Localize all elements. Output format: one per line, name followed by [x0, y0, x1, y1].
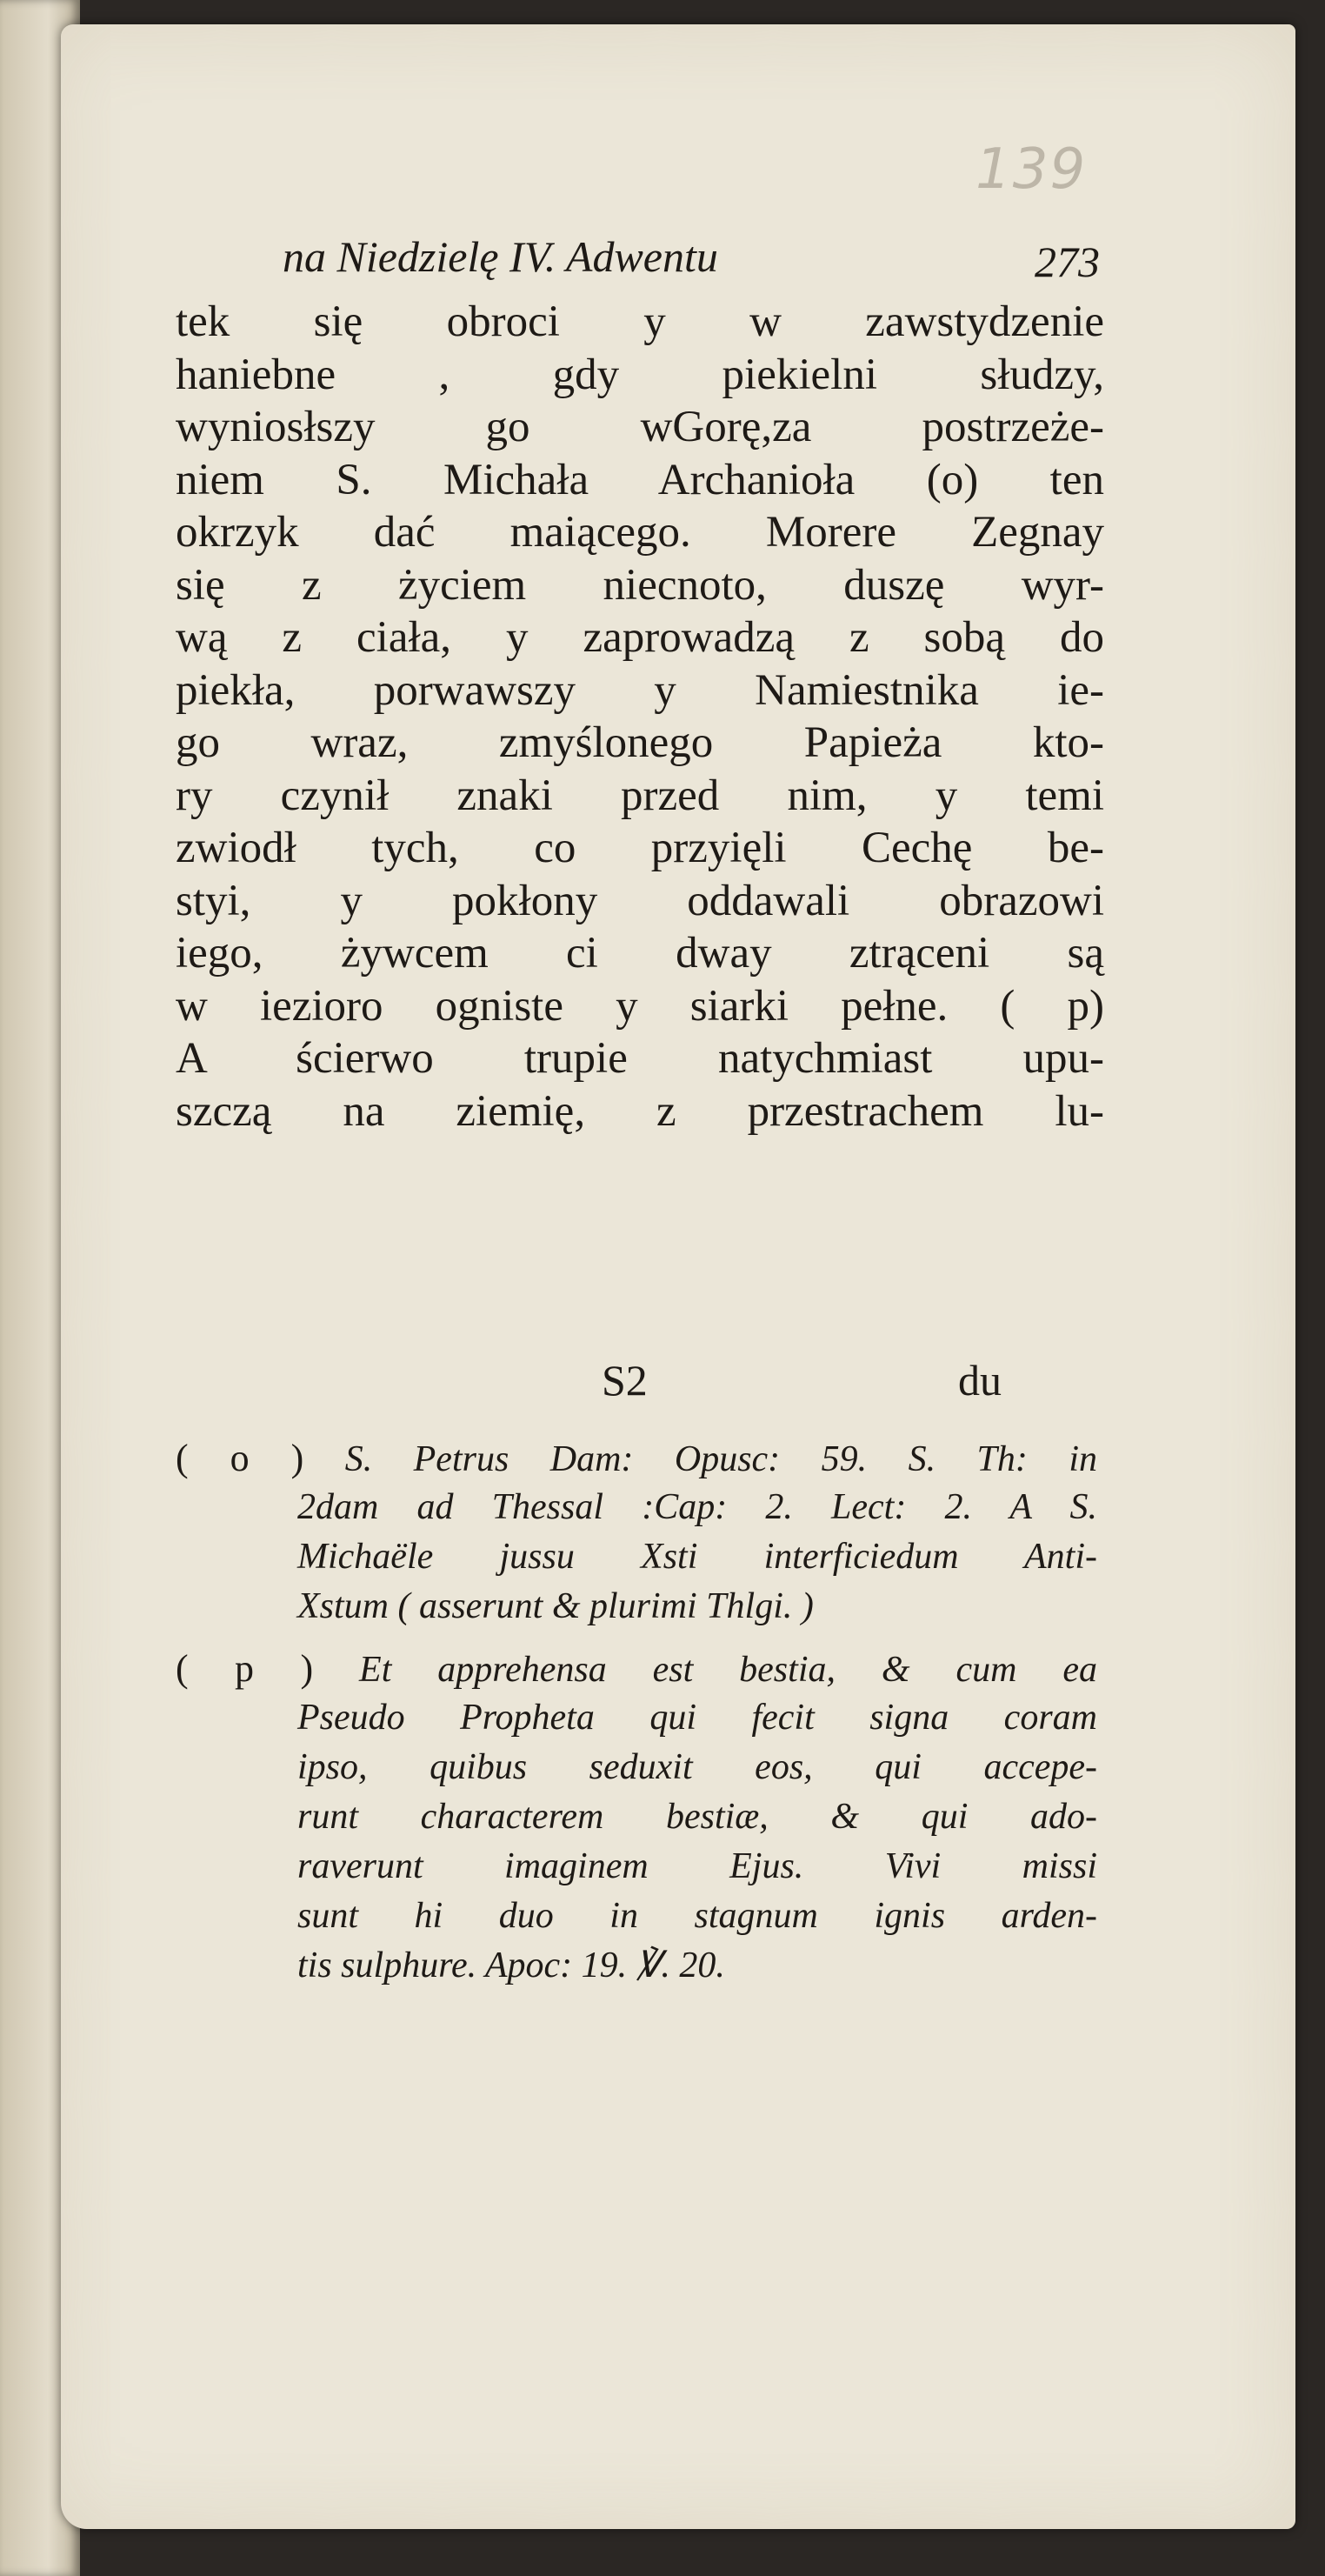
footnote-line [176, 1644, 1097, 1693]
footnote-marker: ( o ) [176, 1437, 304, 1479]
page-footer-marks [176, 1355, 1104, 1407]
book-page [61, 24, 1295, 2529]
text-line: iego, żywcem ci dway ztrąceni są [176, 929, 1104, 978]
body-text [176, 296, 1104, 1138]
footnote-text: S. Petrus Dam: Opusc: 59. S. Th: in [344, 1439, 1098, 1479]
text-line: wyniosłszy go wGorę,za postrzeże- [176, 403, 1104, 451]
footnote-line: ipso, quibus seduxit eos, qui accepe- [297, 1747, 1097, 1787]
text-line: tek się obroci y w zawstydzenie [176, 297, 1104, 346]
signature-mark: S2 [602, 1356, 648, 1405]
footnote-line: runt characterem bestiæ, & qui ado- [297, 1797, 1097, 1837]
text-line: zwiodł tych, co przyięli Cechę be- [176, 824, 1104, 872]
footnote-line: raverunt imaginem Ejus. Vivi missi [297, 1846, 1097, 1886]
text-line: piekła, porwawszy y Namiestnika ie- [176, 665, 1104, 715]
footnotes [176, 1433, 1097, 2003]
text-line: niem S. Michała Archanioła (o) ten [176, 455, 1104, 504]
handwritten-folio-note: 139 [975, 137, 1088, 202]
text-line: w iezioro ogniste y siarki pełne. ( p) [176, 981, 1104, 1031]
text-line: szczą na ziemię, z przestrachem lu- [176, 1086, 1104, 1136]
footnote-line: Pseudo Propheta qui fecit signa coram [297, 1698, 1097, 1738]
text-line: go wraz, zmyślonego Papieża kto- [176, 718, 1104, 767]
footnote-line: tis sulphure. Apoc: 19. ℣. 20. [297, 1945, 725, 1985]
footnote-marker: ( p ) [176, 1647, 314, 1690]
text-line: wą z ciała, y zaprowadzą z sobą do [176, 613, 1104, 662]
text-line: styi, y pokłony oddawali obrazowi [176, 876, 1104, 925]
text-line: ry czynił znaki przed nim, y temi [176, 771, 1104, 820]
text-line: haniebne , gdy piekielni słudzy, [176, 350, 1104, 399]
footnote-line: Xstum ( asserunt & plurimi Thlgi. ) [297, 1586, 814, 1626]
text-line: się z życiem niecnoto, duszę wyr- [176, 560, 1104, 610]
footnote-o [176, 1433, 1097, 1632]
footnote-line: Michaële jussu Xsti interficiedum Anti- [297, 1537, 1097, 1577]
footnote-line: 2dam ad Thessal :Cap: 2. Lect: 2. A S. [297, 1487, 1097, 1527]
footnote-text: Et apprehensa est bestia, & cum ea [359, 1650, 1097, 1690]
catchword: du [958, 1356, 1002, 1405]
page-header [283, 231, 1100, 292]
footnote-p [176, 1644, 1097, 1991]
text-line: A ścierwo trupie natychmiast upu- [176, 1034, 1104, 1083]
page-number: 273 [1035, 237, 1100, 286]
running-head: na Niedzielę IV. Adwentu [283, 232, 718, 281]
footnote-line: sunt hi duo in stagnum ignis arden- [297, 1896, 1097, 1936]
text-line: okrzyk dać maiącego. Morere Zegnay [176, 508, 1104, 557]
footnote-line [176, 1433, 1097, 1483]
